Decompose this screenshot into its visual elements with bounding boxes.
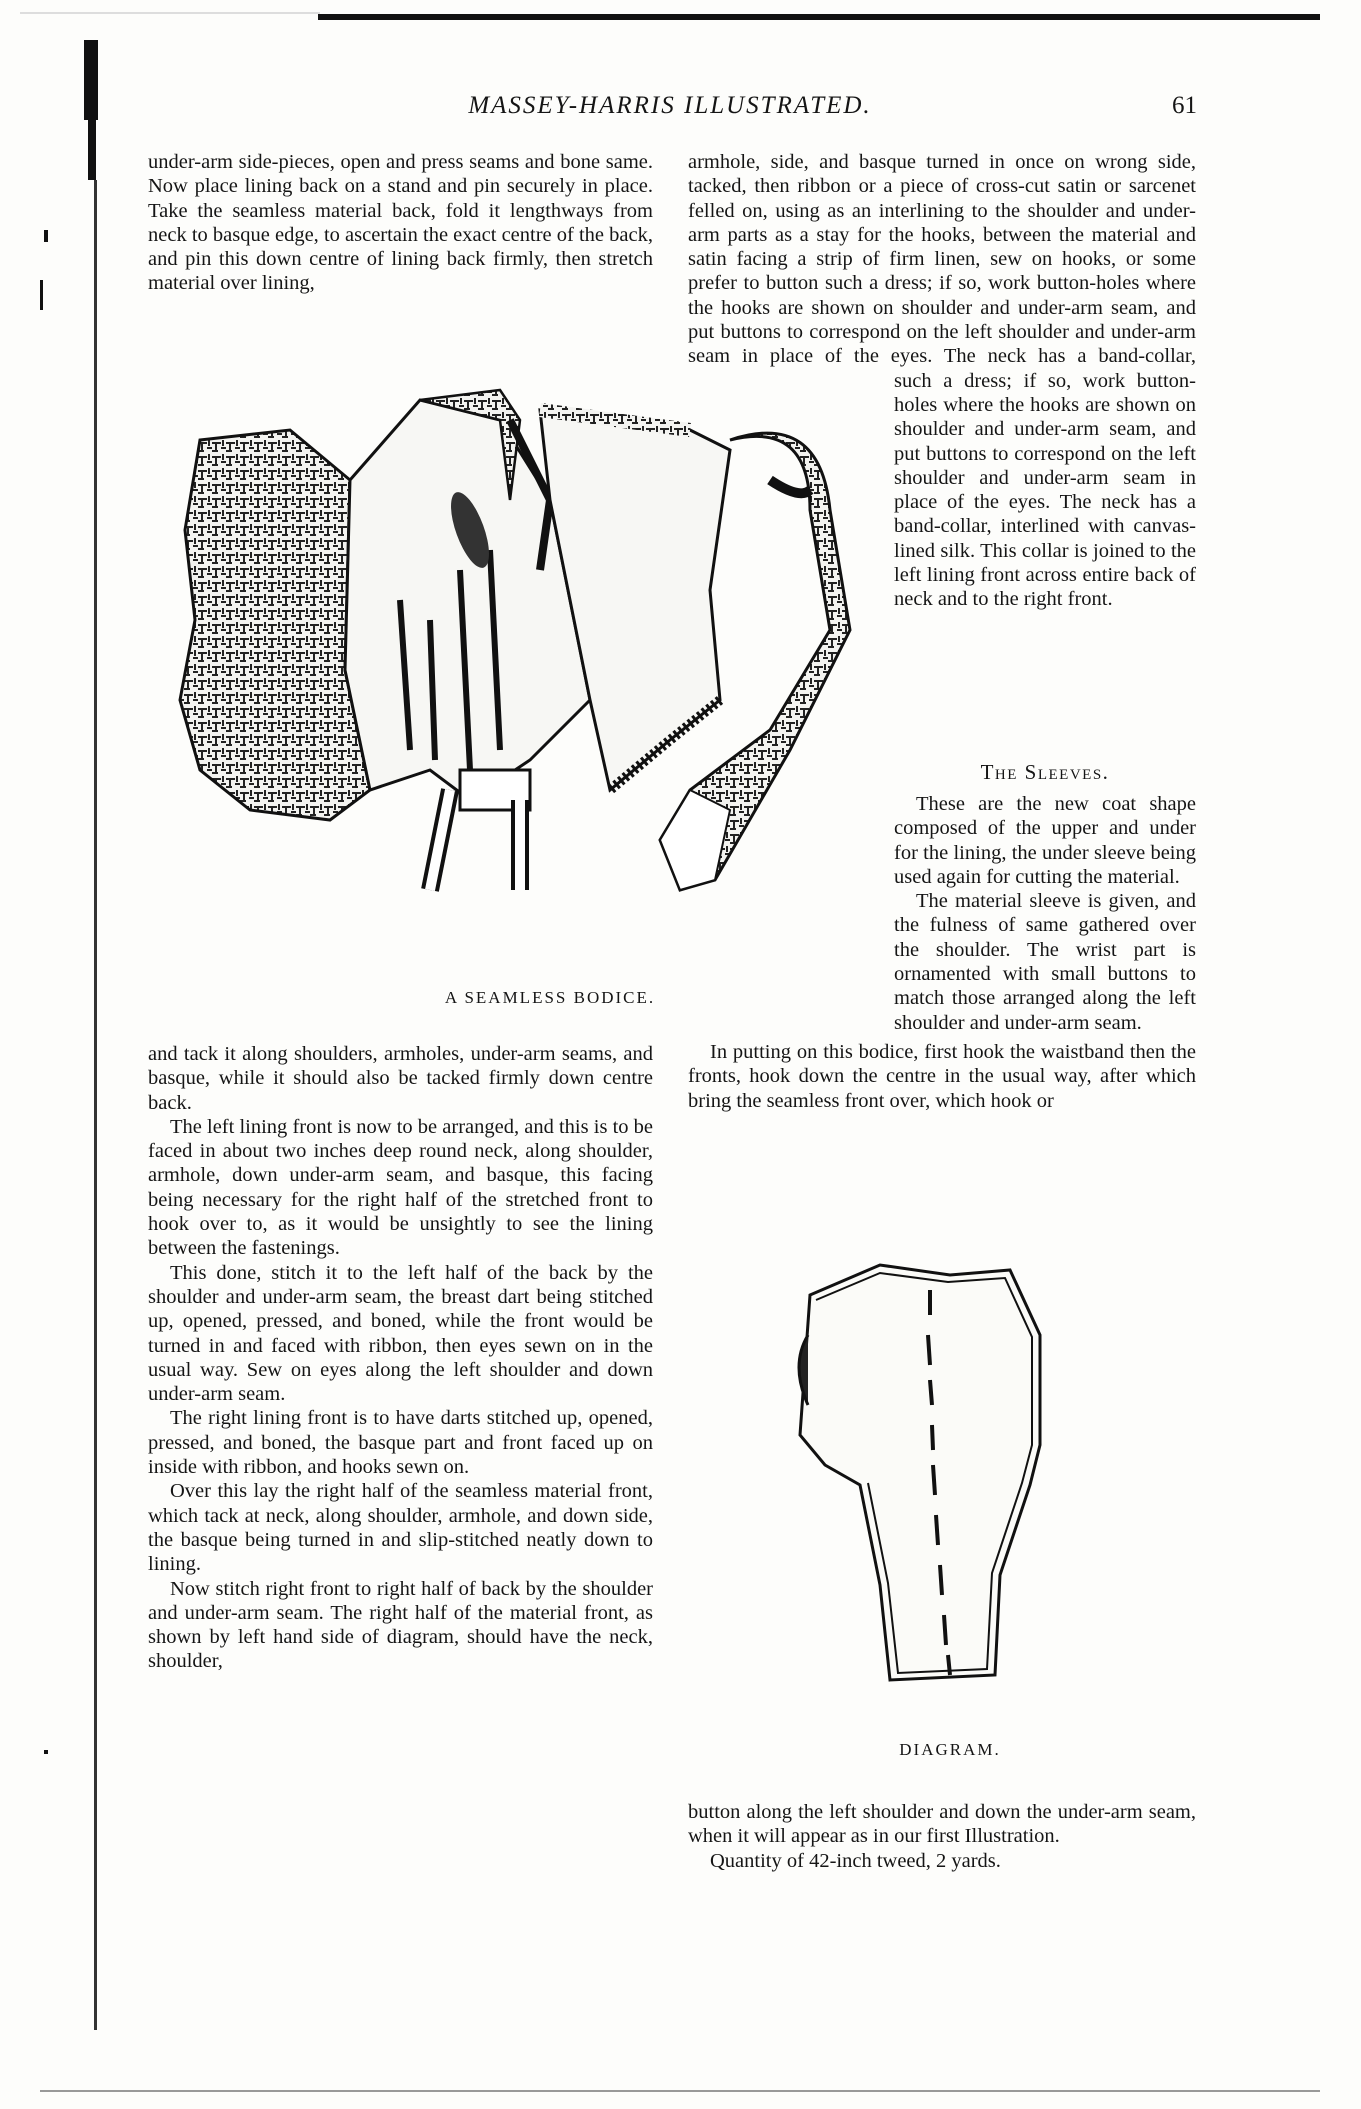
paragraph-continued: such a dress; if so, work button-holes where the hooks are shown on shoulder and under-arm seam, and put buttons to correspond on the left shoulder and under-arm seam in place of the eyes. The neck has a band-collar, interlined with canvas-lined silk. This collar is joined to the left lining front across entire back of neck and to the right front.	[894, 369, 1196, 611]
page-number: 61	[1172, 92, 1197, 119]
paragraph: under-arm side-pieces, open and press seams and bone same. Now place lining back on a stand and pin securely in place. Take the seamless material back, fold it lengthways from neck to basque edge, to ascertain the exact centre of the back, and pin this down centre of lining back firmly, then stretch material over lining,	[148, 151, 653, 295]
material-front	[540, 410, 730, 790]
closing-paragraph-2: Quantity of 42-inch tweed, 2 yards.	[710, 1849, 1001, 1872]
seamless-bodice-illustration	[170, 370, 890, 940]
paragraph-6: Now stitch right front to right half of back by the shoulder and under-arm seam. The right half of the material front, as shown by left hand side of diagram, should have the neck, shoulder,	[148, 1577, 653, 1673]
binding-edge	[44, 30, 84, 2090]
paragraph: armhole, side, and basque turned in once on wrong side, tacked, then ribbon or a piece of cross-cut satin or sarcenet felled on, using as an interlining to the shoulder and under-arm parts as a stay for the hooks, between the material and satin facing a strip of firm linen, sew on hooks, or some prefer to button such a dress; if so, work button-holes where the hooks are shown on shoulder and under-arm seam, and put buttons to correspond on the left shoulder and under-arm seam in place of the eyes. The neck has a band-collar,	[688, 151, 1196, 368]
bottom-rule	[40, 2090, 1320, 2092]
left-column-top	[148, 150, 653, 296]
paragraph-3: This done, stitch it to the left half of the back by the shoulder and under-arm seam, the breast dart being stitched up, opened, pressed, and boned, while the front would be turned in and faced with ribbon, then eyes sewn on in the usual way. Sew on eyes along the left shoulder and down under-arm seam.	[148, 1261, 653, 1406]
right-column-top-wide	[688, 150, 1196, 368]
right-column-sleeves	[894, 792, 1196, 1062]
diagram-caption: DIAGRAM.	[899, 1740, 1001, 1759]
back-piece	[180, 430, 370, 820]
sleeves-heading: The Sleeves.	[980, 760, 1110, 784]
paragraph-4: The right lining front is to have darts stitched up, opened, pressed, and boned, the basque part and front faced up on inside with ribbon, and hooks sewn on.	[148, 1407, 653, 1479]
right-column-closing	[688, 1800, 1196, 1873]
top-rule	[318, 14, 1320, 20]
bodice-caption: A SEAMLESS BODICE.	[444, 988, 656, 1007]
right-column-lower	[688, 1040, 1196, 1113]
top-rule-faint	[20, 12, 320, 14]
bodice-pattern-diagram	[780, 1255, 1120, 1725]
sleeves-paragraph-2: The material sleeve is given, and the fulness of same gathered over the shoulder. The wrist part is ornamented with small buttons to match those arranged along the left shoulder and under-arm seam.	[894, 890, 1196, 1034]
paragraph-5: Over this lay the right half of the seamless material front, which tack at neck, along shoulder, armhole, and down side, the basque being turned in and slip-stitched neatly down to lining.	[148, 1480, 653, 1576]
paragraph-1: and tack it along shoulders, armholes, under-arm seams, and basque, while it should also be tacked firmly down centre back.	[148, 1043, 653, 1114]
left-column-lower	[148, 1042, 653, 1674]
waist-tabs	[430, 770, 530, 890]
sleeves-paragraph-1: These are the new coat shape composed of the upper and under for the lining, the under sleeve being used again for cutting the material.	[894, 793, 1196, 888]
right-column-beside-figure	[894, 368, 1196, 708]
sleeves-paragraph-3: In putting on this bodice, first hook the waistband then the fronts, hook down the centre in the usual way, after which bring the seamless front over, which hook or	[688, 1041, 1196, 1112]
closing-paragraph-1: button along the left shoulder and down the under-arm seam, when it will appear as in our first Illustration.	[688, 1801, 1196, 1848]
running-title: MASSEY-HARRIS ILLUSTRATED.	[468, 92, 872, 119]
paragraph-2: The left lining front is now to be arranged, and this is to be faced in about two inches deep round neck, along shoulder, armhole, down under-arm seam, and basque, this facing being necessary for the right half of the stretched front to hook over to, as it would be unsightly to see the lining between the fastenings.	[148, 1115, 653, 1260]
